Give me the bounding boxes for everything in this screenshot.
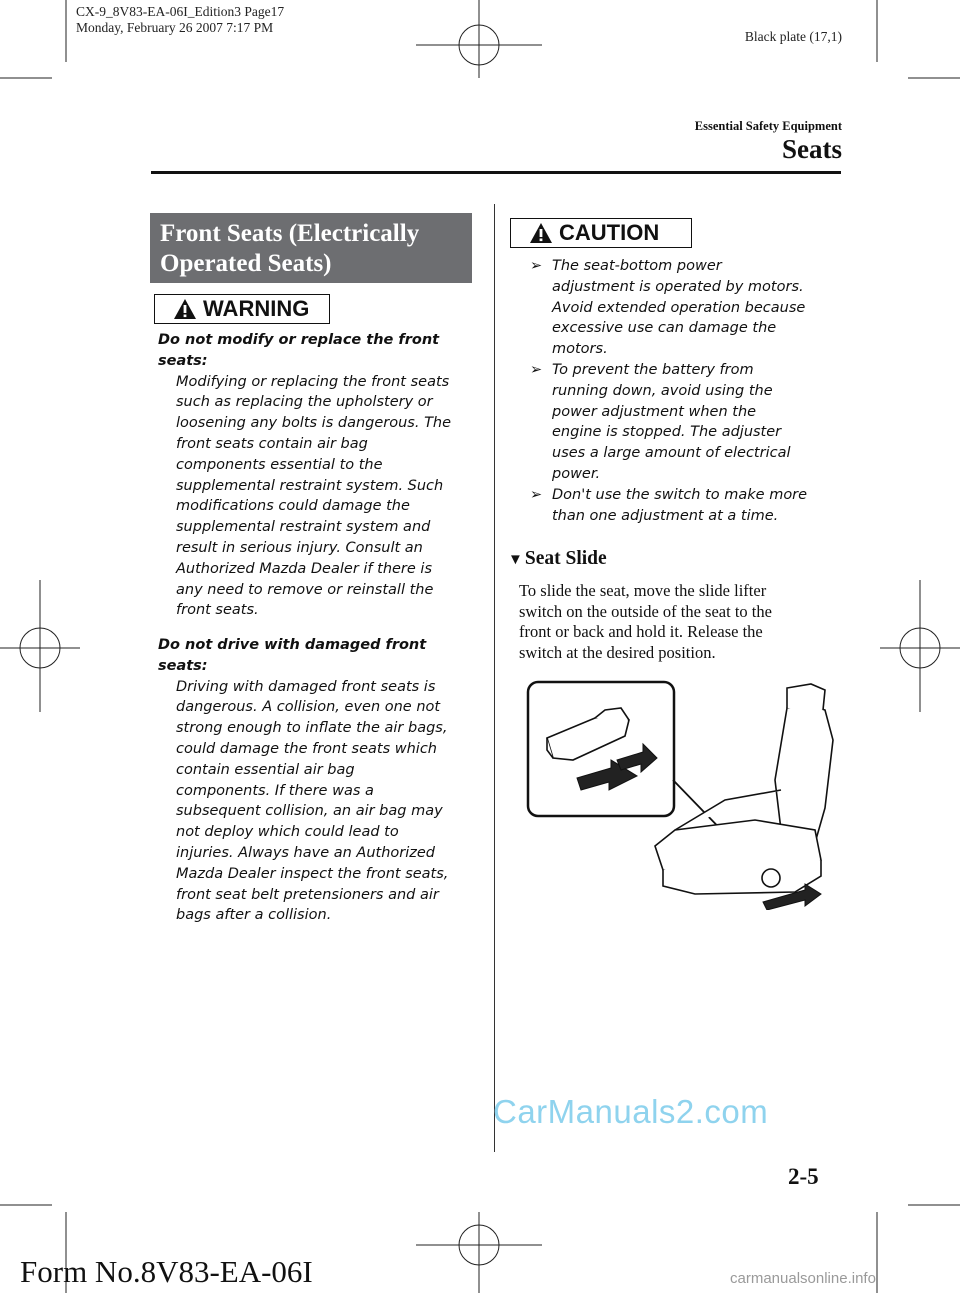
text-line: motors. [552,341,608,358]
list-item [530,485,850,527]
text-line: such as replacing the upholstery or [176,394,433,411]
text-line: switch on the outside of the seat to the [519,601,772,621]
text-line: than one adjustment at a time. [552,507,779,524]
text-line: components essential to the [176,456,383,473]
text-line: loosening any bolts is dangerous. The [176,415,452,432]
text-line: supplemental restraint system. Such [176,477,444,494]
print-info-line2: Monday, February 26 2007 7:17 PM [76,20,274,35]
warning-heading-2: Do not drive with damaged front seats: [158,637,427,674]
section-title [150,213,472,283]
text-line: front seats. [176,602,259,619]
warning-item-1 [158,330,478,621]
triangle-down-icon: ▼ [508,552,523,568]
text-line: uses a large amount of electrical [552,445,791,462]
text-line: components. If there was a [176,782,374,799]
text-line: Authorized Mazda Dealer if there is [176,560,433,577]
chapter-title: Seats [782,134,842,164]
section-title-line2: Operated Seats) [160,250,332,277]
text-line: dangerous. A collision, even one not [176,699,441,716]
text-line: not deploy which could lead to [176,824,399,841]
text-line: switch at the desired position. [519,642,716,662]
header-rule [151,171,841,174]
text-line: Modifying or replacing the front seats [176,373,450,390]
page-number: 2-5 [788,1164,819,1189]
text-line: Don't use the switch to make more [552,486,808,503]
text-line: Driving with damaged front seats is [176,678,436,695]
watermark-2: carmanualsonline.info [730,1270,876,1287]
column-divider [494,204,495,1152]
watermark: CarManuals2.com [493,1093,769,1130]
warning-label: WARNING [203,296,310,321]
text-line: could damage the front seats which [176,740,437,757]
caution-icon [529,222,553,244]
section-title-line1: Front Seats (Electrically [160,220,420,247]
warning-body-1 [158,372,478,622]
text-line: front or back and hold it. Release the [519,622,763,642]
text-line: engine is stopped. The adjuster [552,424,782,441]
text-line: To slide the seat, move the slide lifter [519,581,767,600]
seat-slide-body [519,581,837,663]
caution-list [530,256,850,526]
text-line: any need to remove or reinstall the [176,581,434,598]
text-line: strong enough to inflate the air bags, [176,720,448,737]
bullet-arrow-icon: ➢ [530,486,543,503]
text-line: injuries. Always have an Authorized [176,844,436,861]
bullet-arrow-icon: ➢ [530,361,543,378]
warning-heading-1: Do not modify or replace the front seats: [158,332,440,369]
print-info-line1: CX-9_8V83-EA-06I_Edition3 Page17 [76,4,285,19]
print-info [76,4,284,36]
form-number: Form No.8V83-EA-06I [20,1254,313,1289]
text-line: excessive use can damage the [552,320,777,337]
text-line: running down, avoid using the [552,382,773,399]
list-item [530,256,850,360]
warning-item-2 [158,635,478,926]
list-item [530,360,850,485]
text-line: front seats contain air bag [176,435,368,452]
seat-slide-heading [508,548,607,570]
text-line: result in serious injury. Consult an [176,539,423,556]
warning-icon [173,298,197,320]
text-line: subsequent collision, an air bag may [176,803,443,820]
text-line: To prevent the battery from [552,361,754,378]
caution-label-box [510,218,692,248]
text-line: bags after a collision. [176,907,332,924]
caution-label: CAUTION [559,220,660,245]
black-plate: Black plate (17,1) [744,29,842,44]
text-line: contain essential air bag [176,761,355,778]
warning-label-box [154,294,330,324]
text-line: front seat belt pretensioners and air [176,886,439,903]
text-line: power. [552,465,601,482]
text-line: adjustment is operated by motors. [552,278,804,295]
warning-body-2 [158,677,478,927]
seat-slide-heading-text: Seat Slide [524,548,607,569]
seat-slide-illustration [525,680,845,910]
text-line: modifications could damage the [176,498,410,515]
bullet-arrow-icon: ➢ [530,258,543,274]
section-label: Essential Safety Equipment [694,119,842,133]
text-line: Mazda Dealer inspect the front seats, [176,865,449,882]
text-line: supplemental restraint system and [176,519,431,536]
text-line: The seat-bottom power [552,258,722,274]
text-line: Avoid extended operation because [552,299,806,316]
text-line: power adjustment when the [552,403,757,420]
